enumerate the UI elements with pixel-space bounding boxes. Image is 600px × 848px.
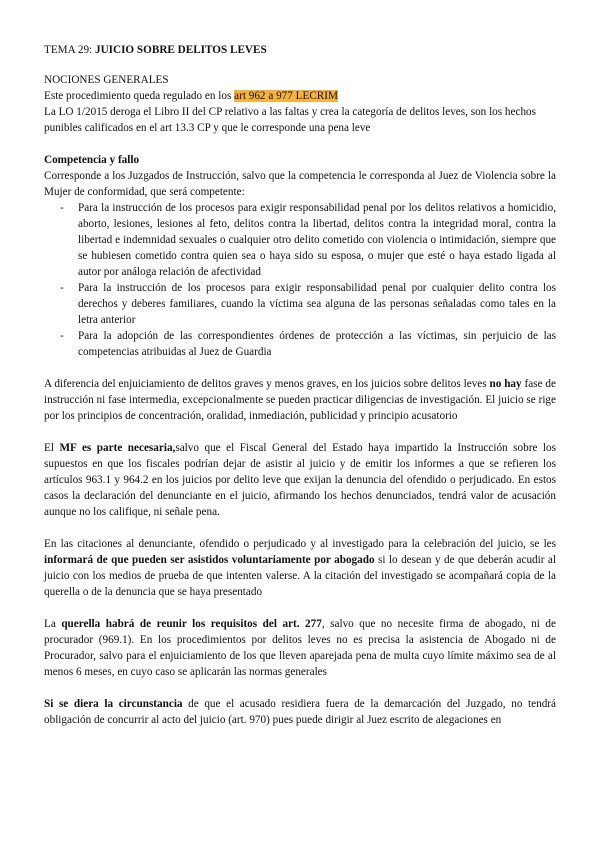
competencia-intro: Corresponde a los Juzgados de Instrucción, salvo que la competencia le corresponda al Juez de Violencia sobre la Mujer de conformidad, que será competente: [44, 170, 556, 198]
para3-after: si lo desean y de que deberán acudir al juicio con los medios de prueba de que intenten valerse. A la citación del investigado se acompañará copia de la querella o de la denuncia que se haya presentado [44, 554, 556, 598]
paragraph-no-hay [44, 376, 556, 424]
competencia-list [44, 200, 556, 360]
para1-before: A diferencia del enjuiciamiento de delitos graves y menos graves, en los juicios sobre delitos leves [44, 378, 490, 390]
list-item: - Para la instrucción de los procesos para exigir responsabilidad penal por cualquier delito contra los derechos y deberes familiares, cuando la víctima sea alguna de las personas señaladas como tales en la letra anterior [78, 280, 556, 328]
para3-bold: informará de que pueden ser asistidos voluntariamente por abogado [44, 554, 375, 566]
title-prefix: TEMA 29: [44, 44, 95, 56]
paragraph-citaciones [44, 536, 556, 600]
paragraph-mf [44, 440, 556, 520]
para5-bold: Si se diera la circunstancia [44, 698, 183, 710]
nociones-line1-text: Este procedimiento queda regulado en los [44, 90, 235, 102]
para1-bold: no hay [489, 378, 522, 390]
competencia-heading [44, 152, 556, 168]
title-bold: JUICIO SOBRE DELITOS LEVES [94, 44, 267, 56]
nociones-line2: La LO 1/2015 deroga el Libro II del CP relativo a las faltas y crea la categoría de delitos leves, son los hechos punibles calificados en el art 13.3 CP y que le corresponde una pena leve [44, 106, 536, 134]
para3-before: En las citaciones al denunciante, ofendido o perjudicado y al investigado para la celebración del juicio, se les [44, 538, 556, 550]
document-body [44, 42, 556, 728]
para2-before: El [44, 442, 60, 454]
para5-after: de que el acusado residiera fuera de la demarcación del Juzgado, no tendrá obligación de concurrir al acto del juicio (art. 970) pues puede dirigir al Juez escrito de alegaciones en [44, 698, 556, 726]
competencia-heading-text: Competencia y fallo [44, 154, 140, 166]
para4-before: La [44, 618, 62, 630]
para4-bold: querella habrá de reunir los requisitos del art. 277 [61, 618, 322, 630]
highlighted-reference: art 962 a 977 LECRIM [234, 90, 338, 102]
paragraph-circunstancia [44, 696, 556, 728]
list-item: - Para la adopción de las correspondientes órdenes de protección a las víctimas, sin perjuicio de las competencias atribuidas al Juez de Guardia [78, 328, 556, 360]
para4-after: , salvo que no necesite firma de abogado, ni de procurador (969.1). En los procedimientos por delitos leves no es precisa la asistencia de Abogado ni de Procurador, salvo para el enjuiciamiento de los que lleven aparejada pena de multa cuyo límite máximo sea de al menos 6 meses, en cuyo caso se aplicarán las normas generales [44, 618, 556, 678]
page-title [44, 42, 556, 58]
list-item: - Para la instrucción de los procesos para exigir responsabilidad penal por los delitos relativos a homicidio, aborto, lesiones, lesiones al feto, delitos contra la libertad, delitos contra la integridad moral, contra la libertad e indemnidad sexuales o cualquier otro delito cometido con violencia o intimidación, siempre que se hubiesen cometido contra quien sea o haya sido su esposa, o mujer que esté o haya estado ligada al autor por análoga relación de afectividad [78, 200, 556, 280]
nociones-line1 [44, 88, 556, 104]
para2-bold: MF es parte necesaria, [59, 442, 176, 454]
para2-after: salvo que el Fiscal General del Estado haya impartido la Instrucción sobre los supuestos en que los fiscales podrían dejar de asistir al juicio y de emitir los informes a que se refieren los artículos 963.1 y 964.2 en los juicios por delito leve que exijan la denuncia del ofendido o perjudicado. En estos casos la declaración del denunciante en el juicio, afirmando los hechos denunciados, tendrá valor de acusación aunque no los califique, ni señale pena. [44, 442, 556, 518]
nociones-heading: NOCIONES GENERALES [44, 74, 169, 86]
paragraph-querella [44, 616, 556, 680]
para1-after: fase de instrucción ni fase intermedia, excepcionalmente se pueden practicar diligencias de investigación. El juicio se rige por los principios de concentración, oralidad, inmediación, publicidad y principio acusatorio [44, 378, 556, 422]
